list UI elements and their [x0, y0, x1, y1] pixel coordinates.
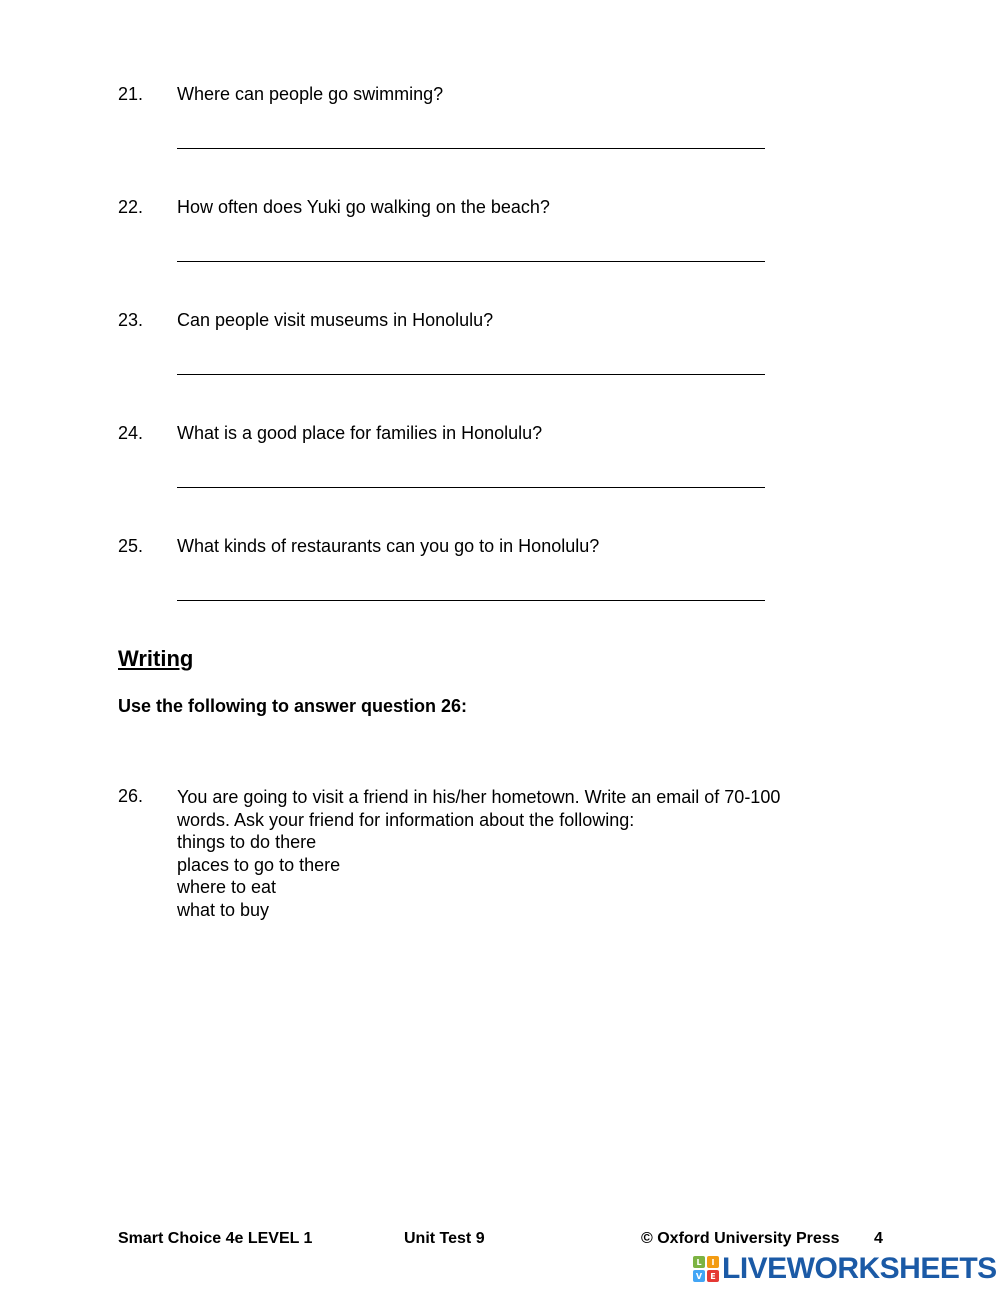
question-text: Where can people go swimming? [177, 84, 444, 104]
question-number: 21. [118, 84, 144, 104]
question-text: What kinds of restaurants can you go to in Honolulu? [177, 536, 600, 556]
liveworksheets-wordmark: LIVEWORKSHEETS [722, 1252, 997, 1285]
section-heading-writing: Writing [118, 646, 194, 671]
liveworksheets-icon [693, 1256, 719, 1282]
answer-line-21[interactable] [177, 148, 765, 149]
logo-tile: V [693, 1270, 705, 1282]
writing-prompt [177, 786, 877, 922]
answer-line-23[interactable] [177, 374, 765, 375]
prompt-line: You are going to visit a friend in his/her hometown. Write an email of 70-100 [177, 787, 781, 807]
footer-book-title: Smart Choice 4e LEVEL 1 [118, 1230, 313, 1247]
footer-page-number: 4 [874, 1230, 883, 1247]
answer-line-22[interactable] [177, 261, 765, 262]
question-number: 22. [118, 197, 144, 217]
question-text: How often does Yuki go walking on the beach? [177, 197, 550, 217]
question-number-26: 26. [118, 786, 144, 806]
writing-instruction: Use the following to answer question 26: [118, 696, 468, 716]
footer-test-name: Unit Test 9 [404, 1230, 485, 1247]
question-text: What is a good place for families in Honolulu? [177, 423, 543, 443]
logo-tile: L [693, 1256, 705, 1268]
prompt-bullet: what to buy [177, 899, 270, 920]
logo-tile: I [707, 1256, 719, 1268]
question-number: 25. [118, 536, 144, 556]
question-number: 23. [118, 310, 144, 330]
answer-line-24[interactable] [177, 487, 765, 488]
logo-tile: E [707, 1270, 719, 1282]
question-text: Can people visit museums in Honolulu? [177, 310, 494, 330]
prompt-bullet: things to do there [177, 832, 317, 853]
liveworksheets-logo[interactable] [693, 1252, 997, 1286]
prompt-line: words. Ask your friend for information about the following: [177, 809, 635, 830]
prompt-bullet: where to eat [177, 877, 277, 898]
prompt-bullet: places to go to there [177, 854, 341, 875]
question-number: 24. [118, 423, 144, 443]
footer-publisher: © Oxford University Press [641, 1230, 840, 1247]
answer-line-25[interactable] [177, 600, 765, 601]
